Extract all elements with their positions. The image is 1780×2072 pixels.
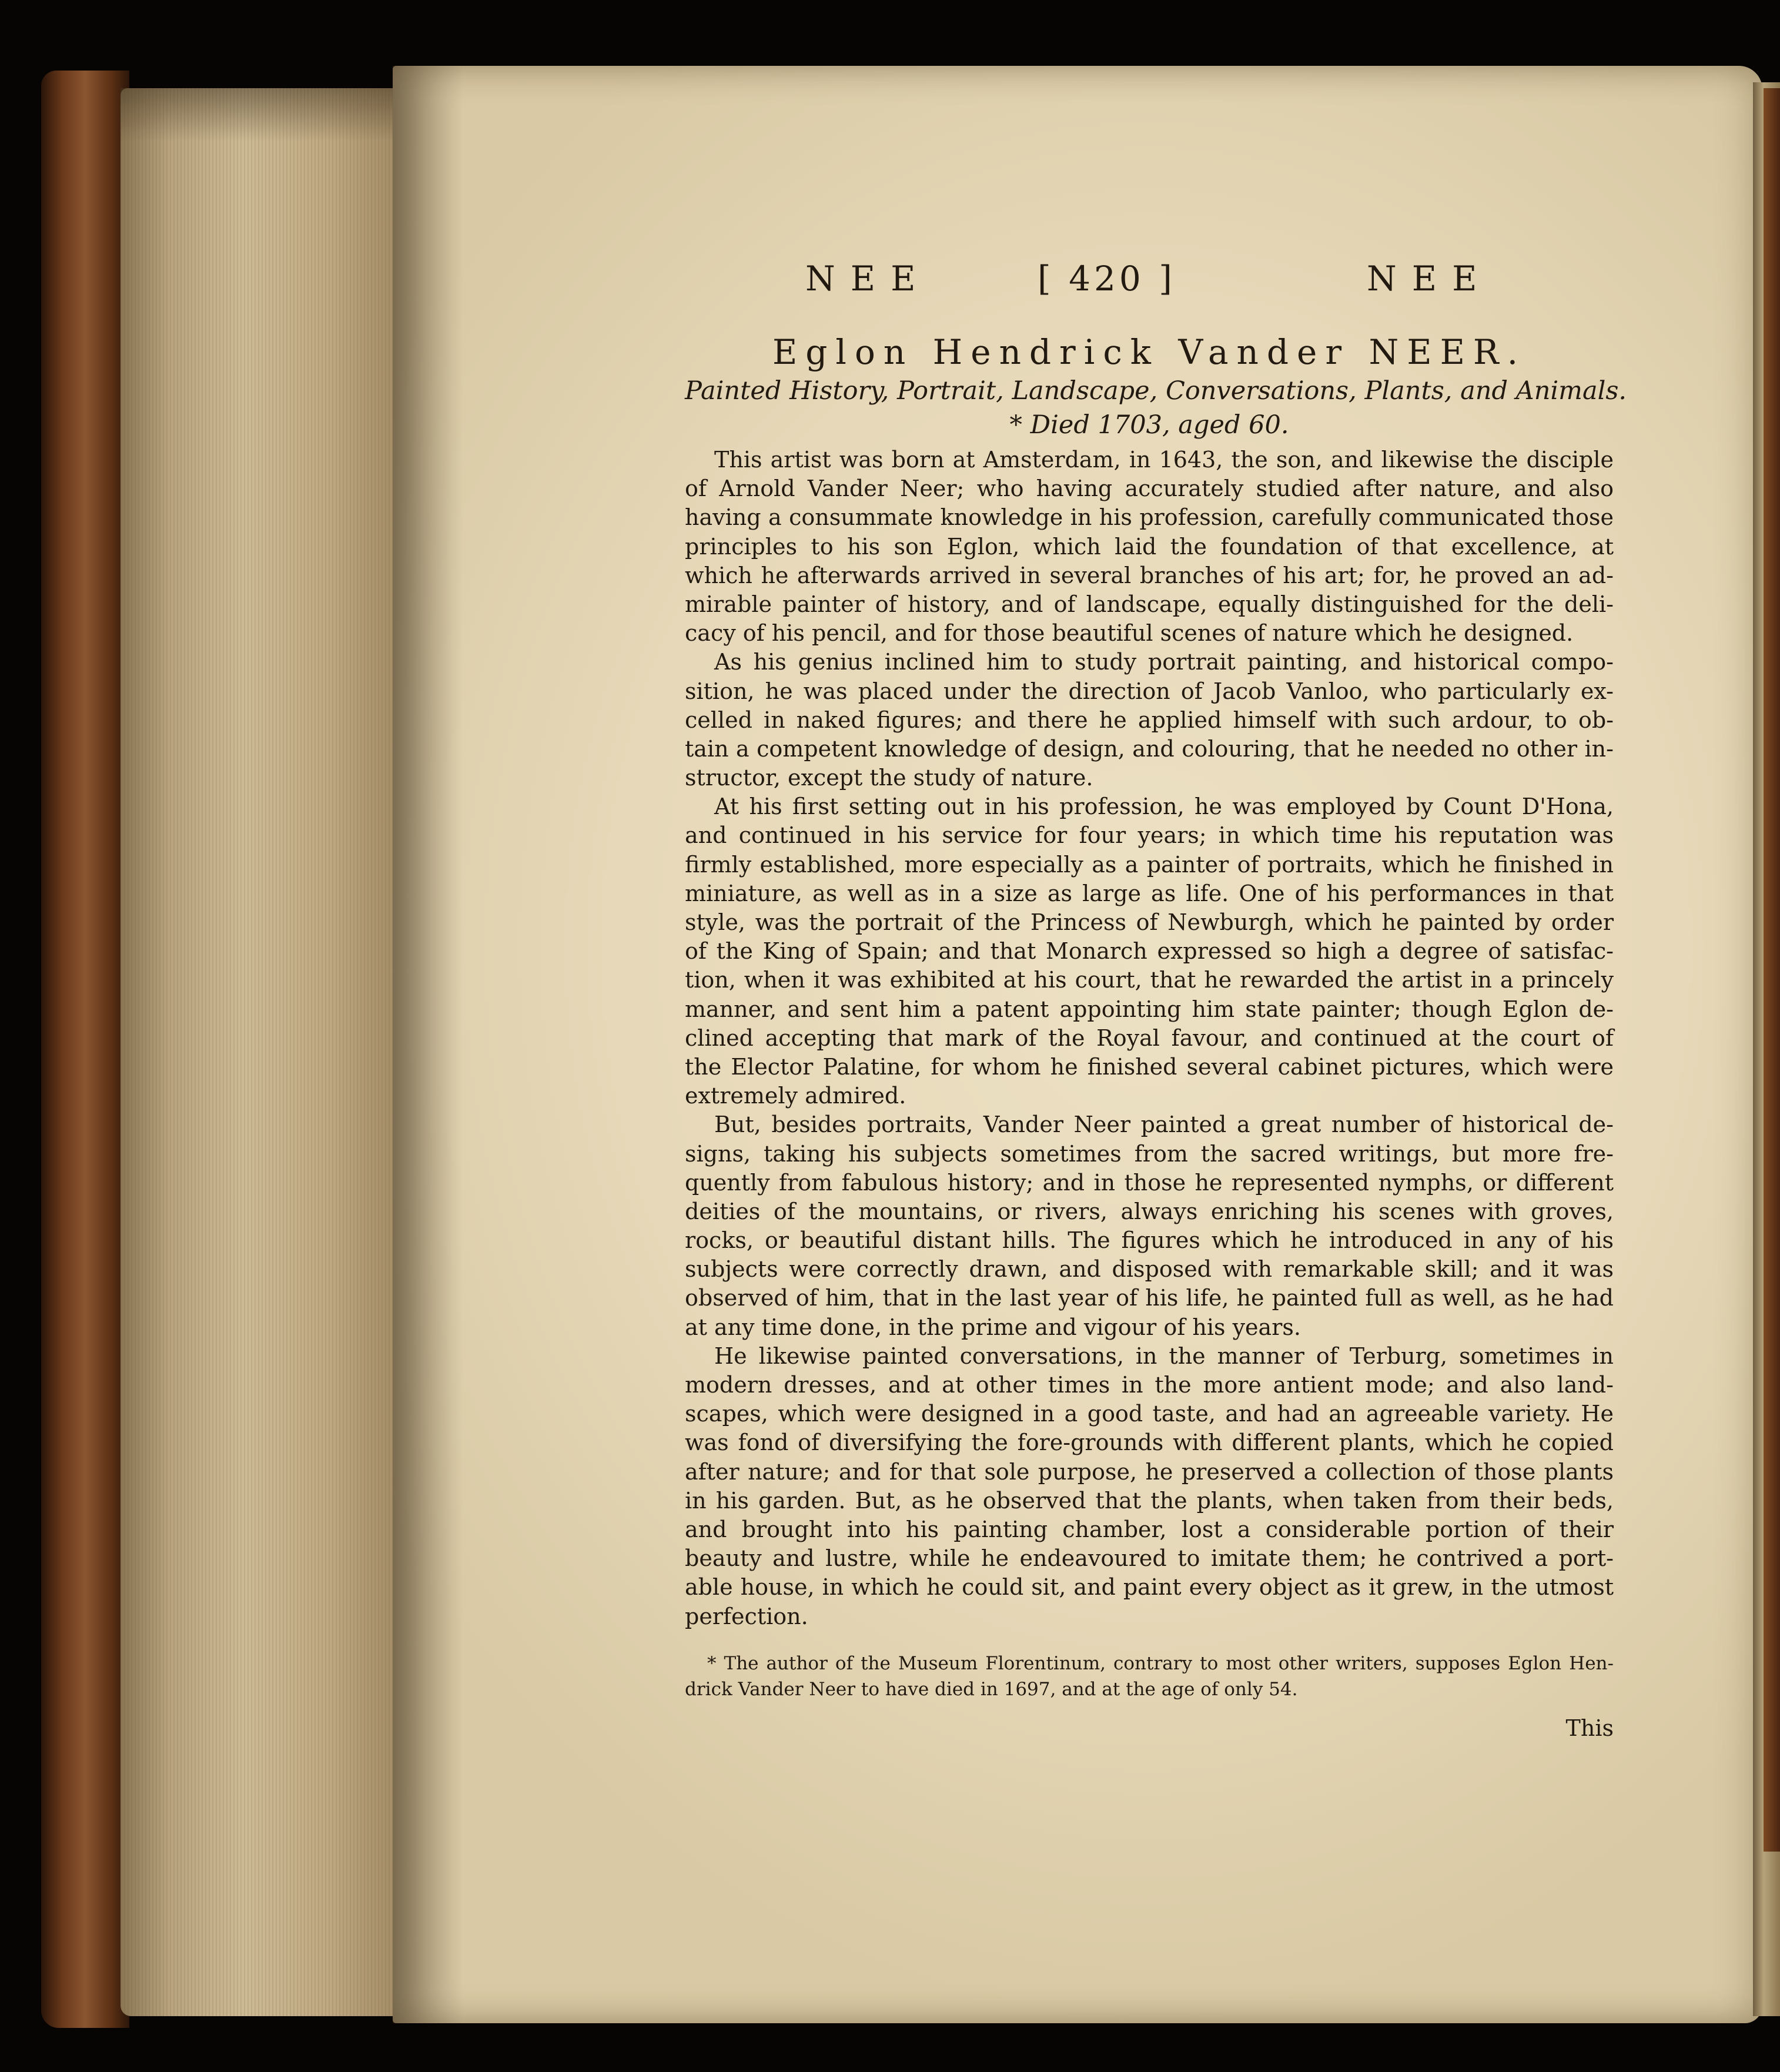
text-line: able house, in which he could sit, and paint every object as it grew, in the utmost [685, 1574, 1614, 1601]
text-line: firmly established, more especially as a painter of portraits, which he finished in [685, 851, 1614, 878]
text-line: in his garden. But, as he observed that the plants, when taken from their beds, [685, 1487, 1614, 1514]
gutter-shadow [393, 66, 463, 2023]
text-line: rocks, or beautiful distant hills. The figures which he introduced in any of his [685, 1227, 1614, 1254]
text-line: style, was the portrait of the Princess of Newburgh, which he painted by order [685, 909, 1614, 935]
text-line: signs, taking his subjects sometimes from the sacred writings, but more fre- [685, 1140, 1614, 1167]
footnote [685, 1651, 1614, 1702]
text-line: perfection. [685, 1603, 808, 1629]
text-line: subjects were correctly drawn, and disposed with remarkable skill; and it was [685, 1256, 1614, 1283]
text-line: deities of the mountains, or rivers, always enriching his scenes with groves, [685, 1198, 1614, 1224]
text-line: He likewise painted conversations, in the manner of Terburg, sometimes in [714, 1343, 1614, 1369]
text-line: scapes, which were designed in a good taste, and had an agreeable variety. He [685, 1401, 1614, 1427]
body-text [685, 446, 1614, 1631]
text-line: manner, and sent him a patent appointing him state painter; though Eglon de- [685, 996, 1614, 1022]
footnote-line: * The author of the Museum Florentinum, contrary to most other writers, supposes Eglon Hen- [707, 1653, 1614, 1674]
entry-subtitle: Painted History, Portrait, Landscape, Conversations, Plants, and Animals. [685, 376, 1627, 406]
text-line: cacy of his pencil, and for those beautiful scenes of nature which he designed. [685, 620, 1574, 647]
text-line: quently from fabulous history; and in those he represented nymphs, or different [685, 1169, 1614, 1196]
text-line: modern dresses, and at other times in the more antient mode; and also land- [685, 1372, 1614, 1398]
text-line: At his first setting out in his profession, he was employed by Count D'Hona, [714, 794, 1614, 820]
text-line: of Arnold Vander Neer; who having accurately studied after nature, and also [685, 476, 1614, 502]
text-line: after nature; and for that sole purpose, he preserved a collection of those plants [685, 1458, 1614, 1485]
text-line: As his genius inclined him to study portrait painting, and historical compo- [714, 649, 1614, 675]
text-line: tain a competent knowledge of design, and colouring, that he needed no other in- [685, 735, 1614, 762]
text-line: having a consummate knowledge in his profession, carefully communicated those [685, 504, 1614, 531]
text-line: extremely admired. [685, 1083, 906, 1109]
text-line: principles to his son Eglon, which laid the foundation of that excellence, at [685, 533, 1614, 560]
running-head [685, 259, 1614, 312]
text-line: But, besides portraits, Vander Neer painted a great number of historical de- [714, 1112, 1614, 1138]
text-line: observed of him, that in the last year of his life, he painted full as well, as he had [685, 1285, 1614, 1311]
entry-title: Eglon Hendrick Vander NEER. [772, 332, 1527, 372]
text-line: tion, when it was exhibited at his court, that he rewarded the artist in a princely [685, 967, 1614, 993]
text-line: beauty and lustre, while he endeavoured to imitate them; he contrived a port- [685, 1545, 1614, 1572]
text-line: was fond of diversifying the fore-grounds with different plants, which he copied [685, 1430, 1614, 1456]
running-head-left: NEE [805, 259, 931, 299]
text-line: structor, except the study of nature. [685, 765, 1093, 791]
page-fore-edge [121, 88, 397, 2016]
text-line: which he afterwards arrived in several branches of his art; for, he proved an ad- [685, 562, 1614, 588]
footnote-line: drick Vander Neer to have died in 1697, and at the age of only 54. [685, 1679, 1298, 1700]
right-binding-edge [1764, 88, 1780, 1852]
text-line: and continued in his service for four years; in which time his reputation was [685, 822, 1614, 849]
text-line: miniature, as well as in a size as large as life. One of his performances in that [685, 880, 1614, 906]
text-line: of the King of Spain; and that Monarch expressed so high a degree of satisfac- [685, 938, 1614, 965]
text-line: and brought into his painting chamber, lost a considerable portion of their [685, 1516, 1614, 1542]
text-line: sition, he was placed under the direction of Jacob Vanloo, who particularly ex- [685, 678, 1614, 704]
text-line: mirable painter of history, and of landscape, equally distinguished for the deli- [685, 591, 1614, 617]
text-line: at any time done, in the prime and vigour of his years. [685, 1314, 1301, 1340]
text-line: This artist was born at Amsterdam, in 1643, the son, and likewise the disciple [714, 447, 1614, 473]
leather-binding [41, 71, 129, 2028]
text-line: celled in naked figures; and there he applied himself with such ardour, to ob- [685, 707, 1614, 733]
text-line: the Elector Palatine, for whom he finished several cabinet pictures, which were [685, 1053, 1614, 1080]
page-number: [ 420 ] [1038, 259, 1176, 299]
death-note: * Died 1703, aged 60. [1009, 410, 1289, 440]
catchword: This [1565, 1715, 1614, 1741]
text-line: clined accepting that mark of the Royal favour, and continued at the court of [685, 1025, 1614, 1051]
running-head-right: NEE [1367, 259, 1493, 299]
